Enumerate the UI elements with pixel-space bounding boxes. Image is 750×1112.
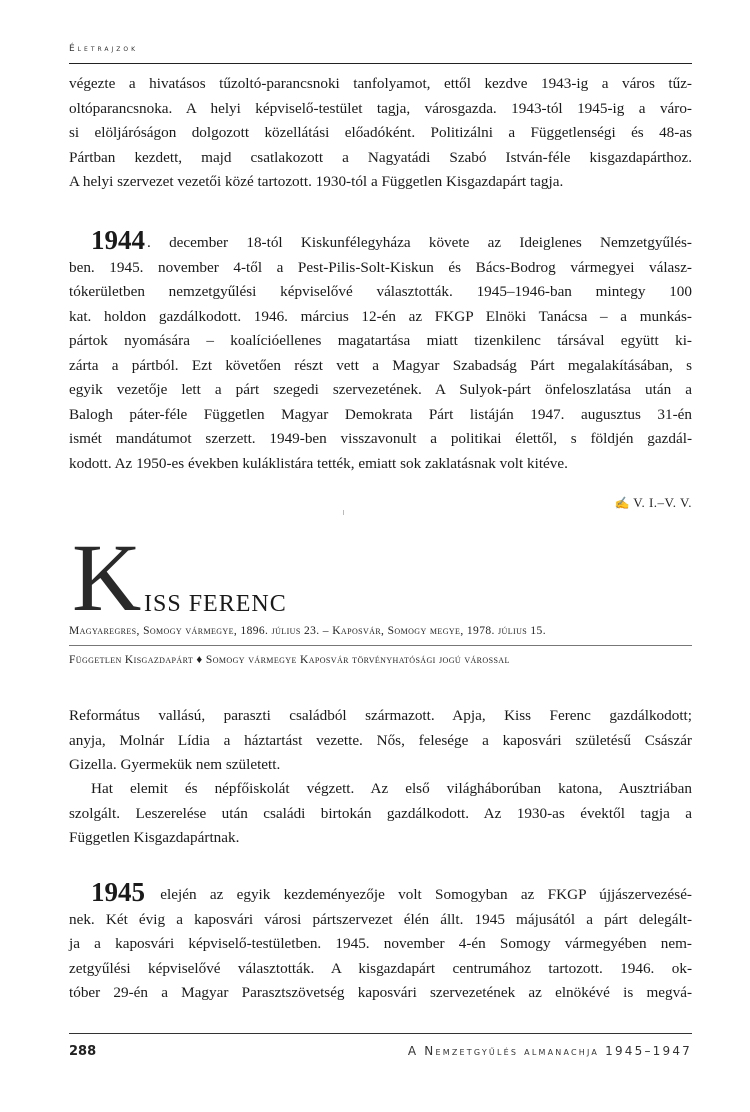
scan-speck (343, 510, 344, 515)
text-line: ja a kaposvári képviselő-testületben. 1945. november 4-én Somogy vármegyében nem- (69, 935, 692, 952)
drop-initial: K (72, 524, 142, 631)
text-line: Balogh páter-féle Független Magyar Demokrata Párt listáján 1947. augusztus 31-én (69, 405, 692, 423)
text-line: Hat elemit és népfőiskolát végzett. Az első világháborúban katona, Ausztriában (91, 780, 692, 797)
page-number: 288 (69, 1044, 97, 1059)
text-line: si elöljáróságon dolgozott közellátási előadóként. Politizálni a Függetlenségi és 48-as (69, 124, 692, 141)
bio-paragraph-1 (69, 704, 692, 778)
text-line-first (69, 225, 692, 256)
text-line: pártok nyomására – koalícióellenes magatartása miatt tizenkilenc társával együtt ki- (69, 332, 692, 349)
text-line: oltóparancsnoka. A helyi képviselő-testület tagja, városgazda. 1943-tól 1945-ig a váro- (69, 99, 692, 117)
text-line: Pártban kezdett, majd csatlakozott a Nagyatádi Szabó István-féle kisgazdapárthoz. (69, 148, 692, 166)
year-lead: 1944 (91, 225, 145, 255)
meta-rule (69, 645, 692, 646)
bio-paragraph-2 (69, 777, 692, 851)
text-line: elején az egyik kezdeményezője volt Somogyban az FKGP újjászervezésé- (147, 886, 692, 903)
footer-rule (69, 1033, 692, 1034)
text-line: ben. 1945. november 4-től a Pest-Pilis-Solt-Kiskun és Bács-Bodrog vármegyei válasz- (69, 258, 692, 276)
party-constituency-line: Független Kisgazdapárt ♦ Somogy vármegye Kaposvár törvényhatósági jogú várossal (69, 654, 510, 666)
text-line: Református vallású, paraszti családból származott. Apja, Kiss Ferenc gazdálkodott; (69, 707, 692, 724)
text-line: zárta a pártból. Ezt követően részt vett a Magyar Szabadság Párt megalakításában, s (69, 356, 692, 374)
text-line: egyik vezetője lett a párt szegedi szervezetének. A Sulyok-párt önfeloszlatása után a (69, 381, 692, 398)
text-line: anyja, Molnár Lídia a háztartást vezette. Nős, felesége a kaposvári születésű Császár (69, 731, 692, 749)
text-line: . december 18-tól Kiskunfélegyháza követe az Ideiglenes Nemzetgyűlés- (147, 234, 692, 251)
prev-bio-paragraph-2 (69, 225, 692, 476)
author-initials: V. I.–V. V. (633, 495, 692, 510)
birth-death-line: Magyaregres, Somogy vármegye, 1896. július 23. – Kaposvár, Somogy megye, 1978. július 15. (69, 625, 546, 637)
running-foot: A Nemzetgyűlés almanachja 1945–1947 (407, 1044, 692, 1058)
pen-icon: ✍ (614, 496, 631, 510)
author-signature (615, 495, 692, 511)
text-line: Gizella. Gyermekük nem született. (69, 756, 281, 773)
header-rule (69, 63, 692, 64)
bio-paragraph-3 (69, 877, 692, 1006)
year-lead: 1945 (91, 877, 145, 907)
text-line: ismét mandátumot szerzett. 1949-ben visszavonult a politikai élettől, s földjén gazdál- (69, 430, 692, 447)
running-head: Életrajzok (69, 44, 139, 54)
text-line: zetgyűlési képviselővé választották. A kisgazdapárt centrumához tartozott. 1946. ok- (69, 959, 692, 977)
name-rest: ISS FERENC (144, 591, 287, 617)
text-line: tóber 29-én a Magyar Parasztszövetség kaposvári szervezetének az elnökévé is megvá- (69, 984, 692, 1001)
text-line: kat. holdon gazdálkodott. 1946. március 12-én az FKGP Elnöki Tanácsa – a munkás- (69, 307, 692, 325)
prev-bio-paragraph-1 (69, 72, 692, 195)
text-line: végezte a hivatásos tűzoltó-parancsnoki tanfolyamot, ettől kezdve 1943-ig a város tűz- (69, 75, 692, 92)
text-line: Független Kisgazdapártnak. (69, 829, 240, 846)
text-line: kodott. Az 1950-es években kuláklistára tették, emiatt sok zaklatásnak volt kitéve. (69, 454, 568, 472)
text-line-first (69, 877, 692, 908)
text-line: nek. Két évig a kaposvári városi pártszervezet élén állt. 1945 májusától a párt delegált- (69, 910, 692, 928)
text-line: tókerületben nemzetgyűlési képviselővé választották. 1945–1946-ban mintegy 100 (69, 283, 692, 300)
text-line: A helyi szervezet vezetői közé tartozott. 1930-tól a Független Kisgazdapárt tagja. (69, 173, 564, 190)
text-line: szolgált. Leszerelése után családi birtokán gazdálkodott. Az 1930-as évektől tagja a (69, 804, 692, 822)
